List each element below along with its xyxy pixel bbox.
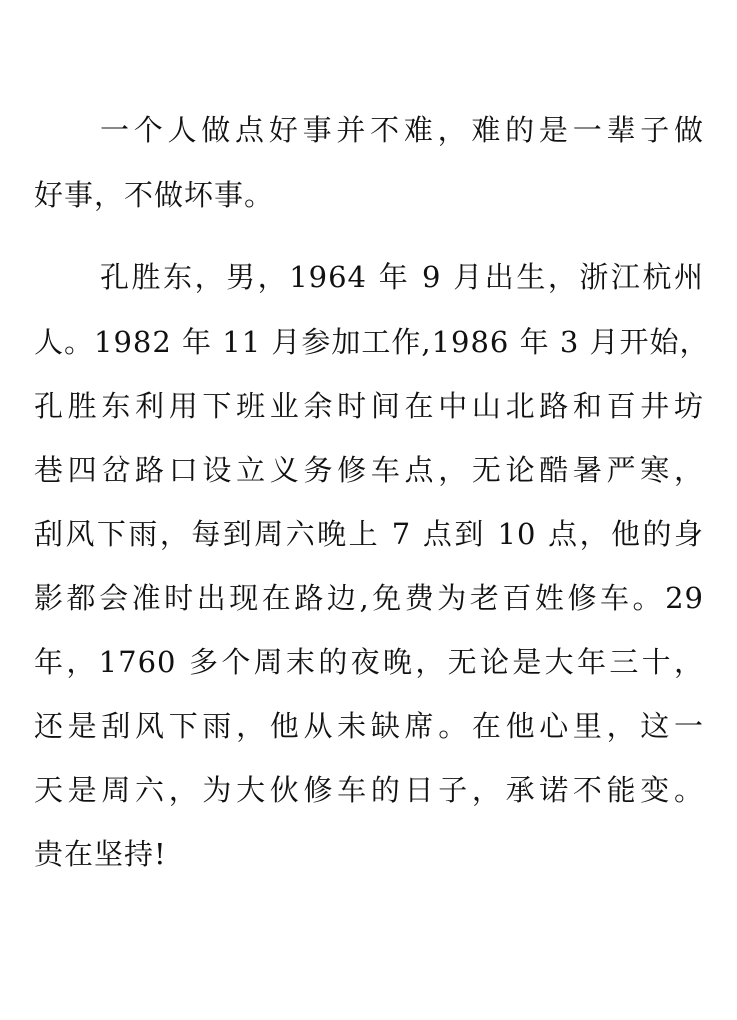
paragraph-2-line-3: 孔胜东利用下班业余时间在中山北路和百井坊: [34, 389, 704, 423]
paragraph-2-line-8: 还是刮风下雨，他从未缺席。在他心里，这一: [34, 709, 704, 743]
paragraph-2-line-4: 巷四岔路口设立义务修车点，无论酷暑严寒，: [34, 453, 704, 487]
paragraph-2-line-10: 贵在坚持!: [34, 837, 167, 871]
paragraph-1-line-2: 好事，不做坏事。: [34, 178, 275, 212]
paragraph-2-line-9: 天是周六，为大伙修车的日子，承诺不能变。: [34, 773, 704, 807]
paragraph-2-line-5: 刮风下雨，每到周六晚上 7 点到 10 点，他的身: [34, 517, 704, 551]
paragraph-2-line-7: 年，1760 多个周末的夜晚，无论是大年三十，: [34, 645, 704, 679]
paragraph-2-line-2: 人。1982 年 11 月参加工作,1986 年 3 月开始，: [34, 325, 710, 359]
paragraph-2-line-1: 孔胜东，男，1964 年 9 月出生，浙江杭州: [100, 260, 704, 294]
paragraph-2-line-6: 影都会准时出现在路边,免费为老百姓修车。29: [34, 581, 704, 615]
paragraph-1-line-1: 一个人做点好事并不难，难的是一辈子做: [100, 113, 704, 147]
